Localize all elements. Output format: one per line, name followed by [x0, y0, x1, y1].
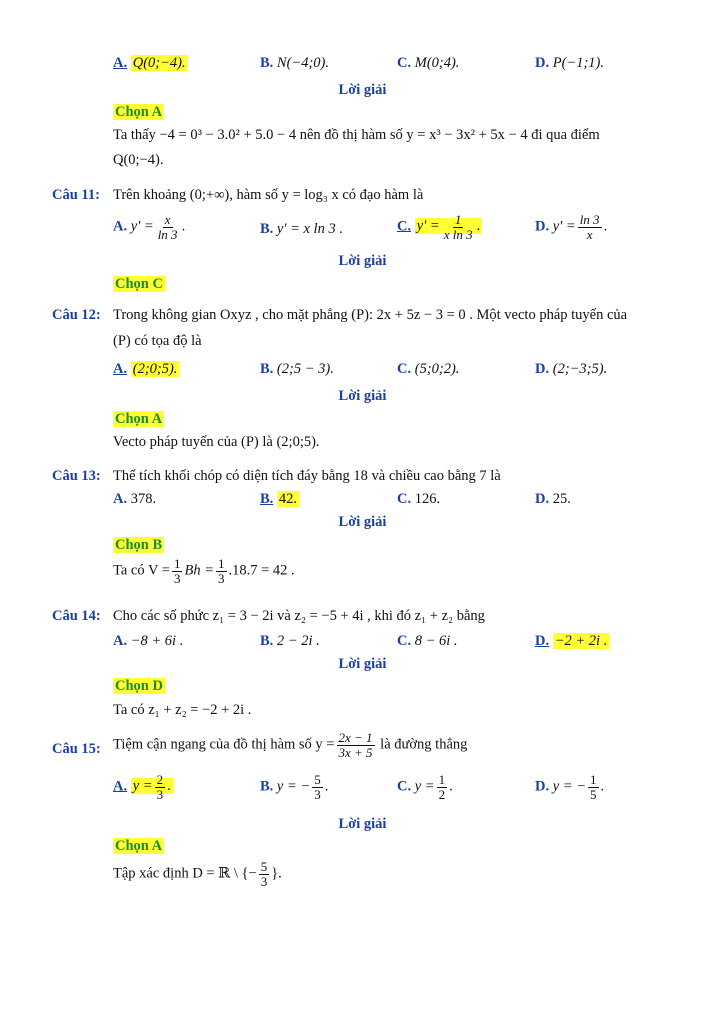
q14-option-a: A. −8 + 6i . — [113, 633, 184, 649]
q15-option-d: D. y = − $\frac{1}{5}$ . — [535, 772, 605, 802]
q13-option-c: C. 126. — [397, 491, 441, 507]
q15-option-c: C. y = $\frac{1}{2}$ . — [397, 772, 453, 802]
q10-option-a-text: Q(0;−4). — [132, 55, 186, 71]
q14-choice: Chọn D — [115, 678, 163, 694]
q11-solution-label: Lời giải — [338, 253, 387, 269]
q13-choice: Chọn B — [115, 537, 163, 553]
q15-label: Câu 15: — [52, 741, 101, 757]
q15-explanation: Tập xác định D = ℝ \ {− $\frac{5}{3}$ }. — [113, 859, 282, 889]
q11-option-b: B. y' = x ln 3 . — [260, 221, 343, 237]
q13-explanation: Ta có V = $\frac{1}{3}$ Bh = $\frac{1}{3}$ .18.7 = 42 . — [113, 556, 295, 586]
q10-option-d — [535, 55, 604, 72]
q13-solution-label: Lời giải — [338, 514, 387, 530]
q10-option-b — [260, 55, 329, 72]
q11-question: Trên khoảng (0;+∞), hàm số y = log₃ x có đạo hàm là — [113, 187, 424, 203]
q12-explanation: Vecto pháp tuyến của (P) là (2;0;5). — [113, 434, 320, 450]
q10-option-c-letter: C. — [397, 55, 412, 71]
q10-choice: Chọn A — [115, 104, 163, 120]
q11-label: Câu 11: — [52, 187, 100, 203]
q15-solution-label: Lời giải — [338, 816, 387, 832]
q10-option-c — [397, 55, 459, 72]
q14-option-b: B. 2 − 2i . — [260, 633, 320, 649]
q14-option-c: C. 8 − 6i . — [397, 633, 458, 649]
q10-option-b-text: N(−4;0). — [276, 55, 329, 71]
q12-option-a: A. (2;0;5). — [113, 361, 178, 377]
q13-question: Thể tích khối chóp có diện tích đáy bằng 18 và chiều cao bằng 7 là — [113, 468, 501, 484]
q10-explanation-2: Q(0;−4). — [113, 152, 164, 168]
q13-option-d: D. 25. — [535, 491, 571, 507]
q15-choice: Chọn A — [115, 838, 163, 854]
q12-solution-label: Lời giải — [338, 388, 387, 404]
q15-question: Tiệm cận ngang của đồ thị hàm số y = $\frac{2x - 1}{3x + 5}$ là đường thẳng — [113, 730, 468, 760]
q14-question: Cho các số phức z₁ = 3 − 2i và z₂ = −5 + 4i , khi đó z₁ + z₂ bằng — [113, 608, 485, 624]
q10-option-a — [113, 55, 188, 72]
q11-option-c: C. y' = $\frac{1}{\text{x ln 3}}$ . — [397, 212, 481, 242]
q10-option-a-letter: A. — [113, 55, 128, 71]
q13-option-b: B. 42. — [260, 491, 298, 507]
q10-explanation-1: Ta thấy −4 = 0³ − 3.0² + 5.0 − 4 nên đồ thị hàm số y = x³ − 3x² + 5x − 4 đi qua điểm — [113, 127, 600, 143]
q10-option-d-letter: D. — [535, 55, 550, 71]
q14-solution-label: Lời giải — [338, 656, 387, 672]
q12-label: Câu 12: — [52, 307, 101, 323]
q10-solution-label: Lời giải — [338, 82, 387, 98]
q10-option-c-text: M(0;4). — [414, 55, 460, 71]
q10-option-d-text: P(−1;1). — [552, 55, 604, 71]
q15-option-a: A. y = $\frac{2}{3}$ . — [113, 772, 171, 802]
q12-question-2: (P) có tọa độ là — [113, 333, 202, 349]
q14-explanation: Ta có z₁ + z₂ = −2 + 2i . — [113, 702, 252, 718]
q11-option-a: A. y' = $\frac{x}{\ln 3}$ . — [113, 212, 186, 242]
q12-question-1: Trong không gian Oxyz , cho mặt phẳng (P): 2x + 5z − 3 = 0 . Một vecto pháp tuyến của — [113, 307, 628, 323]
q14-option-d: D. −2 + 2i . — [535, 633, 608, 649]
q13-label: Câu 13: — [52, 468, 101, 484]
q13-option-a: A. 378. — [113, 491, 157, 507]
q10-option-b-letter: B. — [260, 55, 274, 71]
q12-option-b: B. (2;5 − 3). — [260, 361, 334, 377]
q11-option-d: D. y' = $\frac{\ln 3}{x}$ . — [535, 212, 608, 242]
q11-choice: Chọn C — [115, 276, 163, 292]
q15-option-b: B. y = − $\frac{5}{3}$ . — [260, 772, 329, 802]
q12-option-c: C. (5;0;2). — [397, 361, 460, 377]
q14-label: Câu 14: — [52, 608, 101, 624]
q12-option-d: D. (2;−3;5). — [535, 361, 608, 377]
q12-choice: Chọn A — [115, 411, 163, 427]
